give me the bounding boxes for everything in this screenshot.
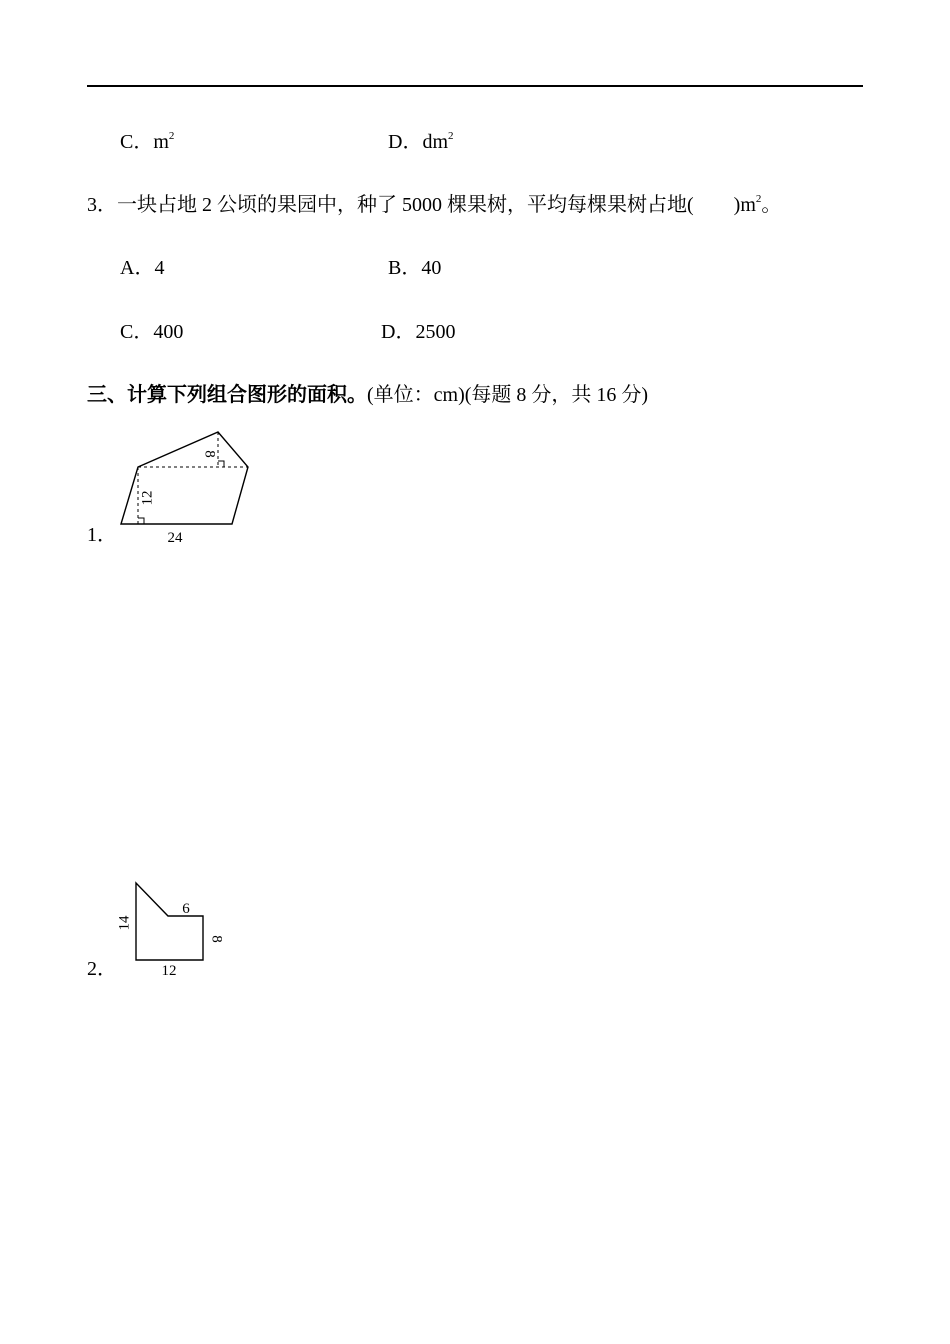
q3-option-a[interactable]: A．4: [120, 257, 165, 279]
q2-option-c-sup: 2: [168, 130, 175, 142]
q3-question-text: 3．一块占地 2 公顷的果园中，种了 5000 棵果树，平均每棵果树占地( )m: [87, 194, 756, 216]
q3-option-c[interactable]: C．400: [120, 321, 184, 343]
section-3-title-bold: 三、计算下列组合图形的面积。: [87, 384, 367, 406]
q2-option-d[interactable]: [388, 130, 454, 154]
q2-option-d-label: D．dm: [388, 131, 448, 153]
problem-1-label-top-height: 8: [201, 450, 218, 458]
problem-1-outline: [121, 432, 248, 524]
problem-2-label-top-step: 6: [182, 901, 190, 917]
header-rule: [87, 85, 863, 87]
problem-2-label-left-side: 14: [116, 915, 133, 931]
problem-2-label-bottom: 12: [161, 963, 177, 979]
q2-option-d-sup: 2: [448, 130, 454, 142]
problem-2-number: 2．: [87, 958, 117, 980]
problem-2-label-right-side: 8: [208, 935, 225, 943]
problem-1-figure: [115, 425, 260, 550]
problem-2-figure: [110, 875, 230, 985]
problem-1-label-base: 24: [167, 530, 183, 546]
q3-question-tail: 。: [761, 194, 782, 216]
problem-1-label-left-height: 12: [139, 490, 156, 506]
problem-1-dashed-lines: [138, 432, 248, 524]
q3-question: [87, 193, 781, 217]
q3-option-b[interactable]: B．40: [388, 257, 442, 279]
problem-2-outline: [136, 883, 203, 960]
q2-option-c[interactable]: [120, 130, 174, 154]
q2-option-c-label: C．m: [120, 131, 169, 153]
problem-1-number: 1．: [87, 524, 117, 546]
q3-option-d[interactable]: D．2500: [381, 321, 456, 343]
q3-question-sup: 2: [755, 193, 762, 205]
section-3-title-rest: (单位：cm)(每题 8 分，共 16 分): [367, 384, 649, 406]
section-3-title: [87, 383, 648, 407]
